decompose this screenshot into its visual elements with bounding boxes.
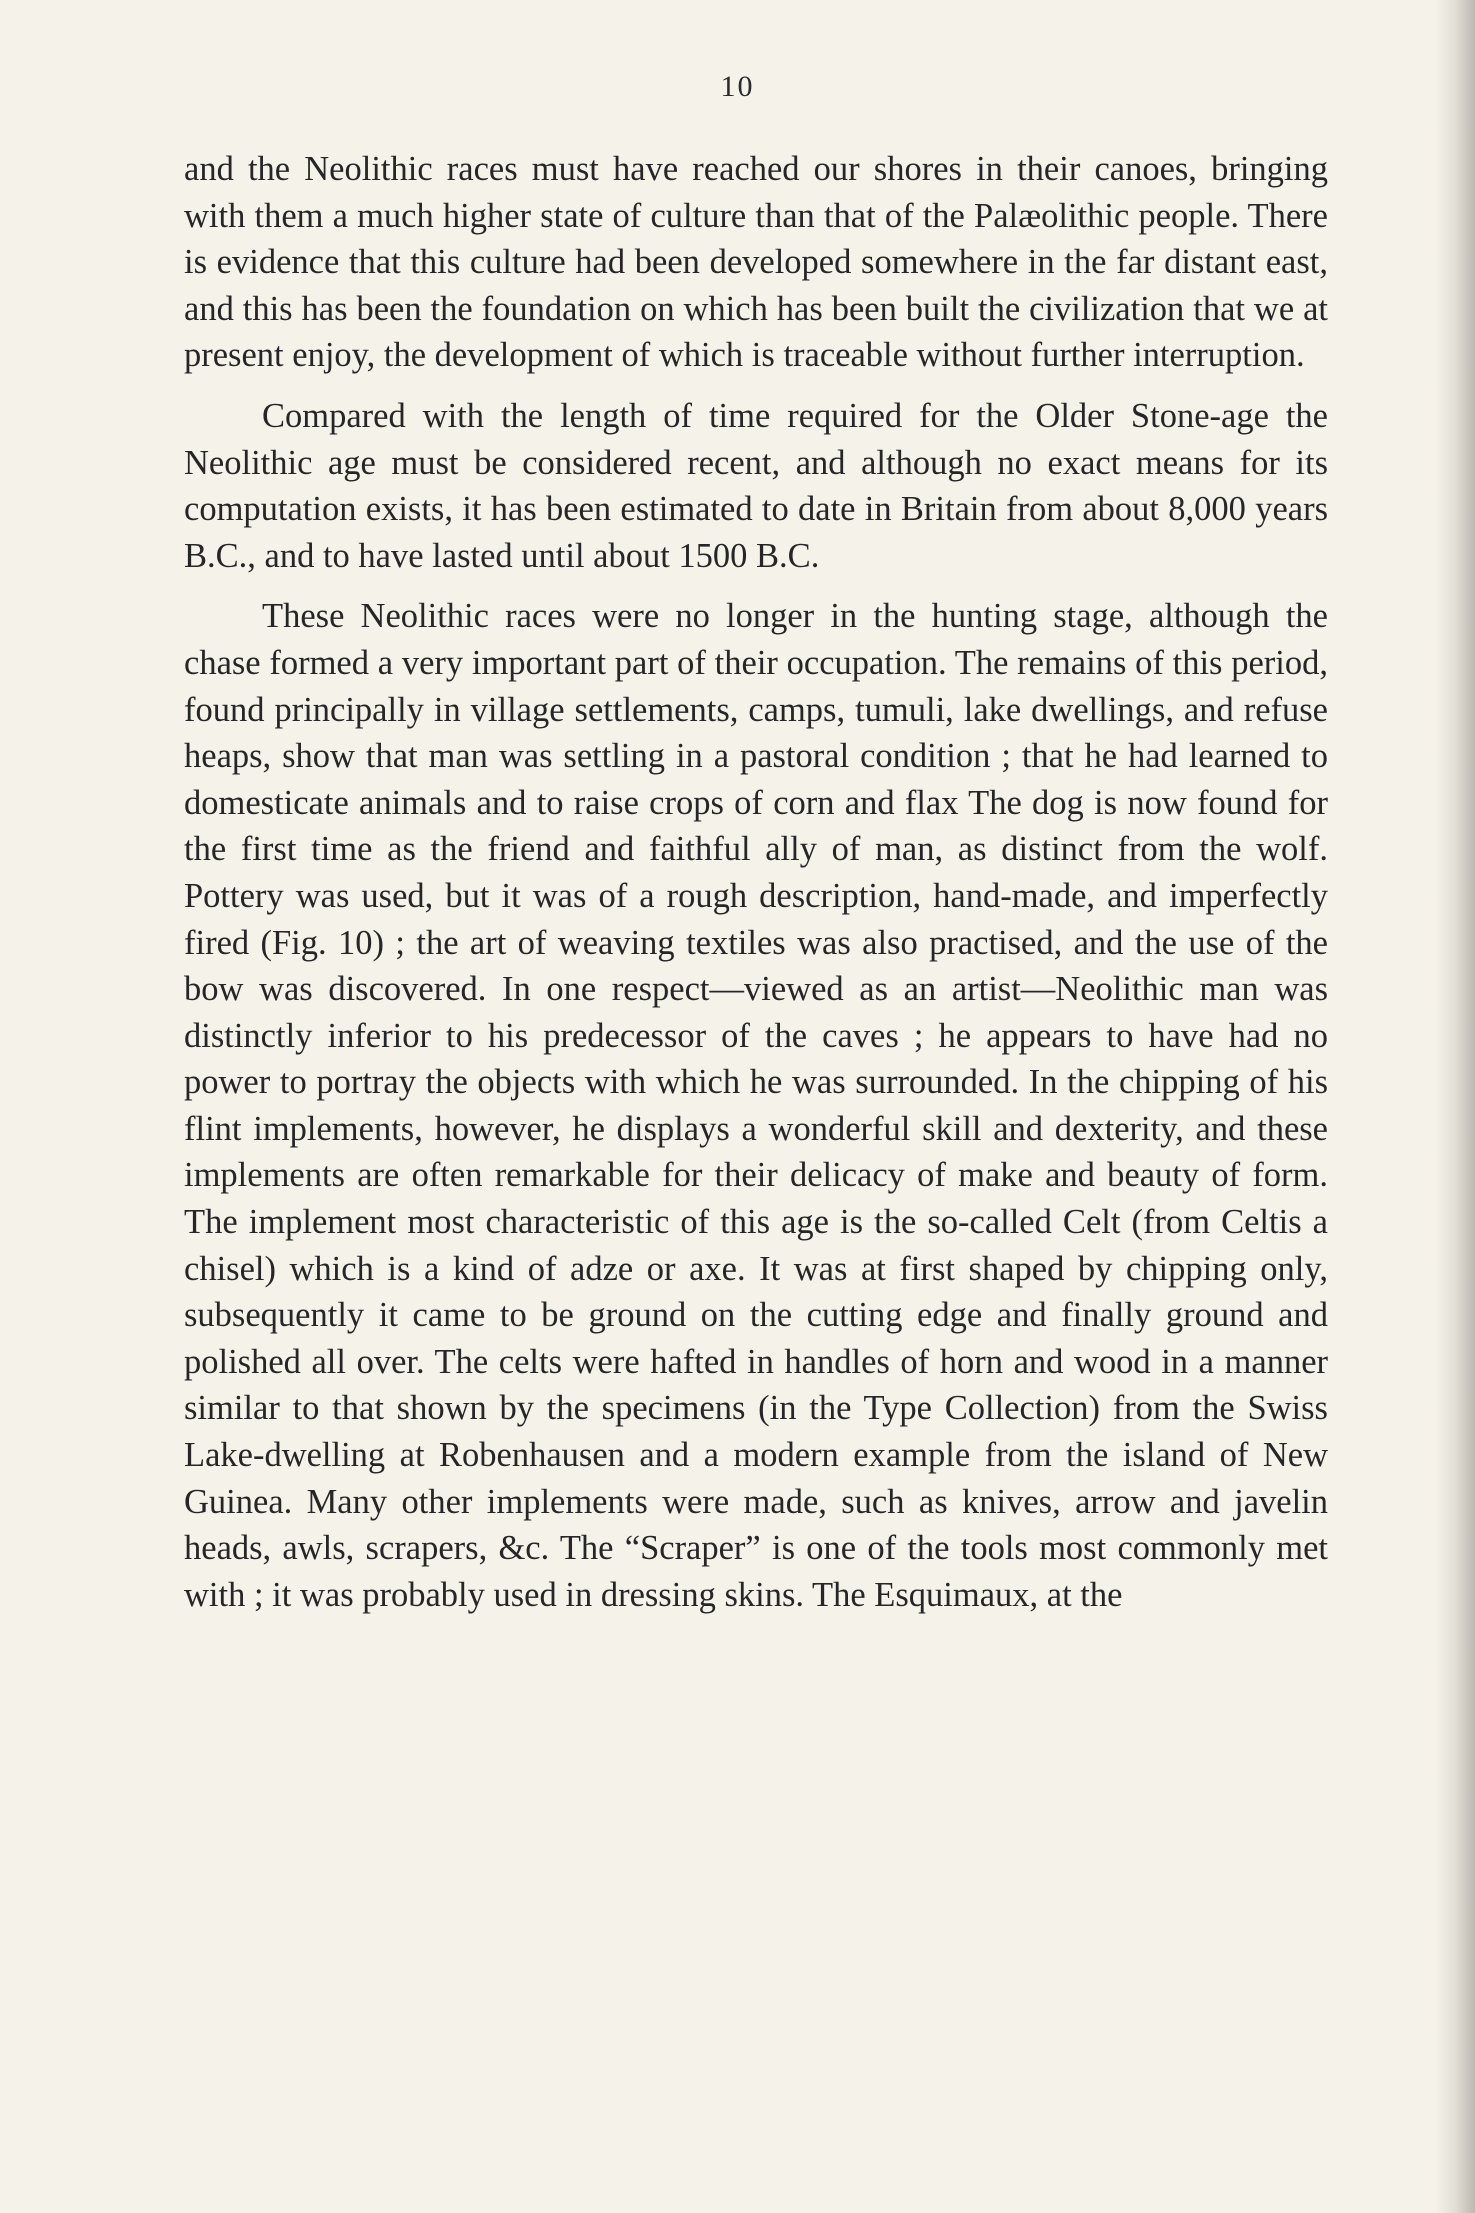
body-text [184,146,1328,1632]
page-gutter-shadow [1435,0,1475,2213]
page-number: 10 [720,70,755,103]
paragraph-1: and the Neolithic races must have reached our shores in their canoes, bringing with them a much higher state of culture than that of the Palæolithic people. There is evidence that this culture had been developed somewhere in the far distant east, and this has been the foundation on which has been built the civilization that we at present enjoy, the development of which is traceable without further interruption. [184,150,1328,375]
paragraph-2: Compared with the length of time required for the Older Stone-age the Neolithic age must be considered recent, and although no exact means for its computation exists, it has been estimated to date in Britain from about 8,000 years B.C., and to have lasted until about 1500 B.C. [184,396,1328,575]
paragraph-3: These Neolithic races were no longer in the hunting stage, although the chase formed a very important part of their occupation. The remains of this period, found principally in village settlements, camps, tumuli, lake dwellings, and refuse heaps, show that man was settling in a pastoral condition ; that he had learned to domesticate animals and to raise crops of corn and flax The dog is now found for the first time as the friend and faithful ally of man, as distinct from the wolf. Pottery was used, but it was of a rough description, hand-made, and imperfectly fired (Fig. 10) ; the art of weaving textiles was also practised, and the use of the bow was discovered. In one respect—viewed as an artist—Neolithic man was distinctly inferior to his predecessor of the caves ; he appears to have had no power to portray the objects with which he was surrounded. In the chipping of his flint implements, however, he displays a wonderful skill and dexterity, and these implements are often remarkable for their delicacy of make and beauty of form. The implement most characteristic of this age is the so-called Celt (from Celtis a chisel) which is a kind of adze or axe. It was at first shaped by chipping only, subsequently it came to be ground on the cutting edge and finally ground and polished all over. The celts were hafted in handles of horn and wood in a manner similar to that shown by the specimens (in the Type Collection) from the Swiss Lake-dwelling at Robenhausen and a modern example from the island of New Guinea. Many other implements were made, such as knives, arrow and javelin heads, awls, scrapers, &c. The “Scraper” is one of the tools most commonly met with ; it was probably used in dressing skins. The Esquimaux, at the [184,597,1328,1614]
